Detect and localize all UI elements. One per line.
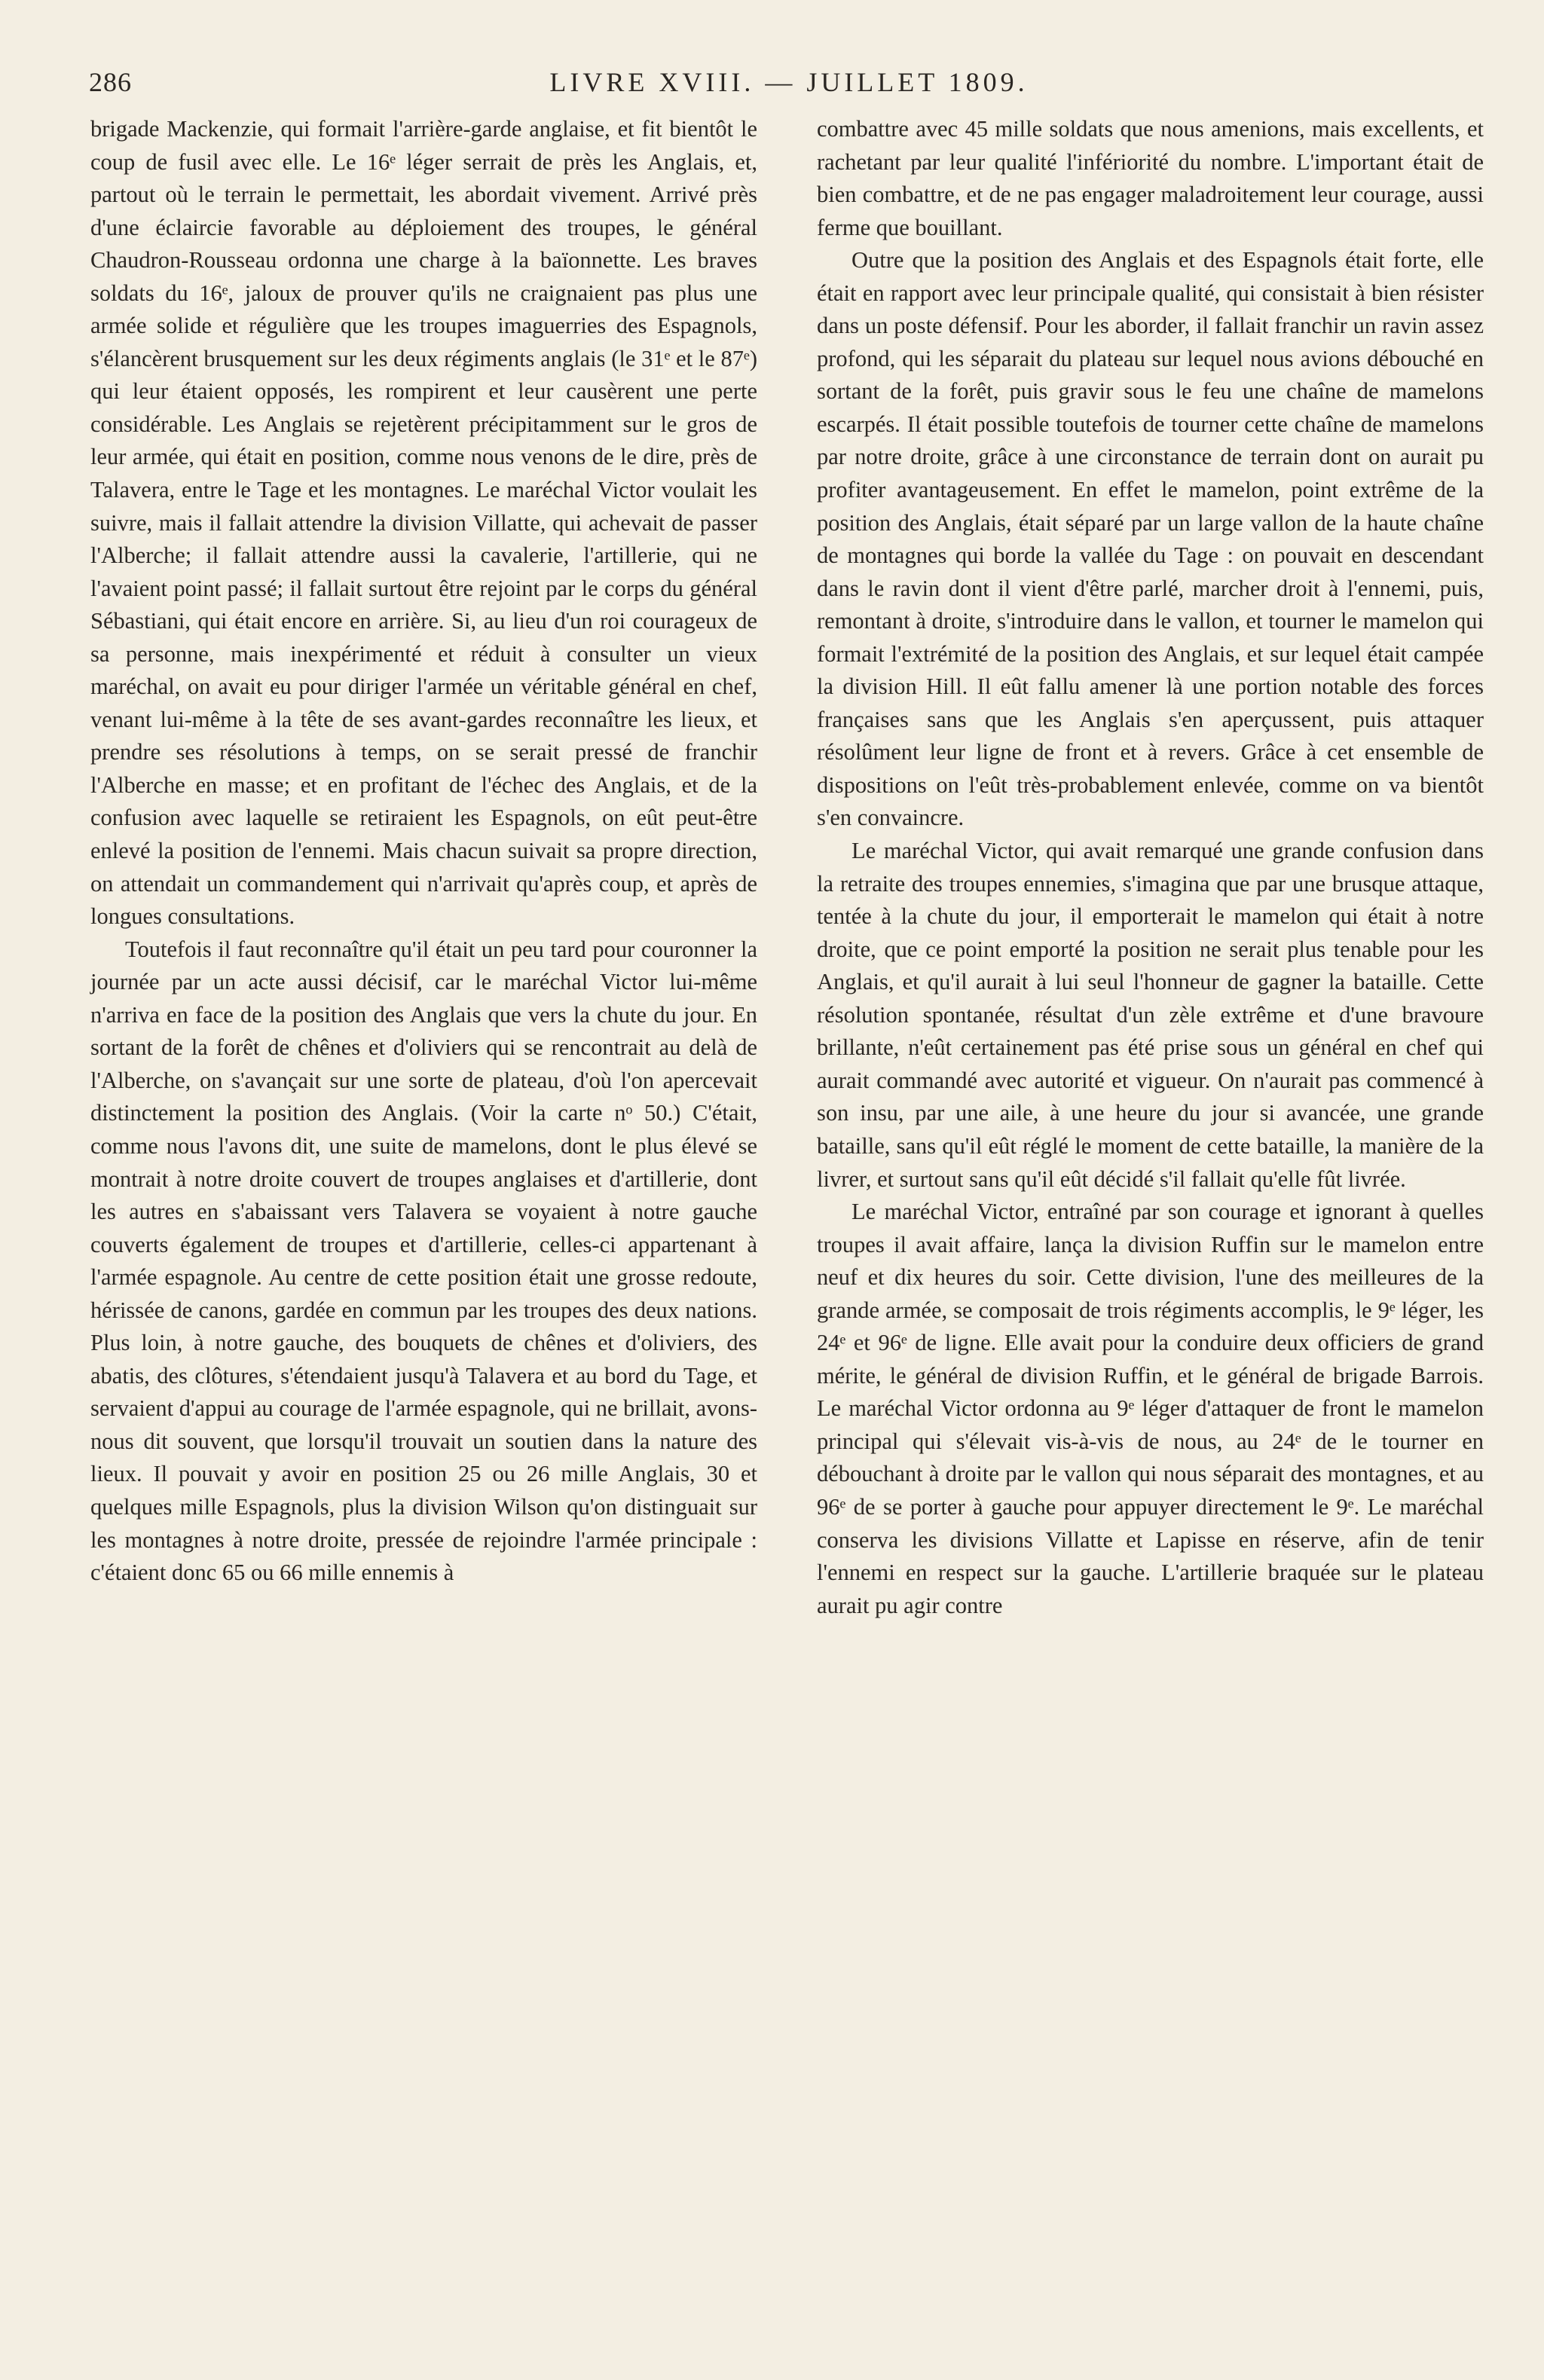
paragraph: Outre que la position des Anglais et des Espagnols était forte, elle était en rapport avec leur principale qualité, qui consistait à bien résister dans un poste défensif. Pour les aborder, il fallait franchir un ravin assez profond, qui les séparait du plateau sur lequel nous avions débouché en sortant de la forêt, puis gravir sous le feu une chaîne de mamelons escarpés. Il était possible toutefois de tourner cette chaîne de mamelons par notre droite, grâce à une circonstance de terrain dont on aurait pu profiter avantageusement. En effet le mamelon, point extrême de la position des Anglais, était séparé par un large vallon de la haute chaîne de montagnes qui borde la vallée du Tage : on pouvait en descendant dans le ravin dont il vient d'être parlé, marcher droit à l'ennemi, puis, remontant à droite, s'introduire dans le vallon, et tourner le mamelon qui formait l'extrémité de la position des Anglais, et sur lequel était campée la division Hill. Il eût fallu amener là une portion notable des forces françaises sans que les Anglais s'en aperçussent, puis attaquer résolûment leur ligne de front et à revers. Grâce à cet ensemble de dispositions on l'eût très-probablement enlevée, comme on va bientôt s'en convaincre. bbox=[817, 247, 1484, 831]
paragraph: Le maréchal Victor, qui avait remarqué une grande confusion dans la retraite des troupes ennemies, s'imagina que par une brusque attaque, tentée à la chute du jour, il emporterait le mamelon qui était à notre droite, que ce point emporté la position ne serait plus tenable pour les Anglais, et qu'il aurait à lui seul l'honneur de gagner la bataille. Cette résolution spontanée, résultat d'un zèle extrême et d'une bravoure brillante, n'eût certainement pas été prise sous un général en chef qui aurait commandé avec autorité et vigueur. On n'aurait pas commencé à son insu, par une aile, à une heure du jour si avancée, une grande bataille, sans qu'il eût réglé le moment de cette bataille, la manière de la livrer, et surtout sans qu'il eût décidé s'il fallait qu'elle fût livrée. bbox=[817, 838, 1484, 1192]
running-head: LIVRE XVIII. — JUILLET 1809. bbox=[549, 67, 1029, 97]
paragraph: Le maréchal Victor, entraîné par son courage et ignorant à quelles troupes il avait affaire, lança la division Ruffin sur le mamelon entre neuf et dix heures du soir. Cette division, l'une des meilleures de la grande armée, se composait de trois régiments accomplis, le 9ᵉ léger, les 24ᵉ et 96ᵉ de ligne. Elle avait pour la conduire deux officiers de grand mérite, le général de division Ruffin, et le général de brigade Barrois. Le maréchal Victor ordonna au 9ᵉ léger d'attaquer de front le mamelon principal qui s'élevait vis-à-vis de nous, au 24ᵉ de le tourner en débouchant à droite par le vallon qui nous séparait des montagnes, et au 96ᵉ de se porter à gauche pour appuyer directement le 9ᵉ. Le maréchal conserva les divisions Villatte et Lapisse en réserve, afin de tenir l'ennemi en respect sur la gauche. L'artillerie braquée sur le plateau aurait pu agir contre bbox=[817, 1199, 1484, 1618]
page-number: 286 bbox=[89, 67, 132, 97]
right-column bbox=[817, 113, 1484, 1622]
paragraph: Toutefois il faut reconnaître qu'il était un peu tard pour couronner la journée par un acte aussi décisif, car le maréchal Victor lui-même n'arriva en face de la position des Anglais que vers la chute du jour. En sortant de la forêt de chênes et d'oliviers qui se rencontrait au delà de l'Alberche, on s'avançait sur une sorte de plateau, d'où l'on apercevait distinctement la position des Anglais. (Voir la carte nᵒ 50.) C'était, comme nous l'avons dit, une suite de mamelons, dont le plus élevé se montrait à notre droite couvert de troupes anglaises et d'artillerie, dont les autres en s'abaissant vers Talavera se voyaient à notre gauche couverts également de troupes et d'artillerie, celles-ci appartenant à l'armée espagnole. Au centre de cette position était une grosse redoute, hérissée de canons, gardée en commun par les troupes des deux nations. Plus loin, à notre gauche, des bouquets de chênes et d'oliviers, des abatis, des clôtures, s'étendaient jusqu'à Talavera et au bord du Tage, et servaient d'appui au courage de l'armée espagnole, qui ne brillait, avons-nous dit souvent, que lorsqu'il trouvait un soutien dans la nature des lieux. Il pouvait y avoir en position 25 ou 26 mille Anglais, 30 et quelques mille Espagnols, plus la division Wilson qu'on distinguait sur les montagnes à notre droite, pressée de rejoindre l'armée principale : c'étaient donc 65 ou 66 mille ennemis à bbox=[90, 936, 757, 1586]
page-header bbox=[89, 66, 1489, 104]
left-column bbox=[90, 113, 757, 1590]
paragraph: combattre avec 45 mille soldats que nous amenions, mais excellents, et rachetant par leur qualité l'infériorité du nombre. L'important était de bien combattre, et de ne pas engager maladroitement leur courage, aussi ferme que bouillant. bbox=[817, 116, 1484, 240]
paragraph: brigade Mackenzie, qui formait l'arrière-garde anglaise, et fit bientôt le coup de fusil avec elle. Le 16ᵉ léger serrait de près les Anglais, et, partout où le terrain le permettait, les abordait vivement. Arrivé près d'une éclaircie favorable au déploiement des troupes, le général Chaudron-Rousseau ordonna une charge à la baïonnette. Les braves soldats du 16ᵉ, jaloux de prouver qu'ils ne craignaient pas plus une armée solide et régulière que les troupes imaguerries des Espagnols, s'élancèrent brusquement sur les deux régiments anglais (le 31ᵉ et le 87ᵉ) qui leur étaient opposés, les rompirent et leur causèrent une perte considérable. Les Anglais se rejetèrent précipitamment sur le gros de leur armée, qui était en position, comme nous venons de le dire, près de Talavera, entre le Tage et les montagnes. Le maréchal Victor voulait les suivre, mais il fallait attendre la division Villatte, qui achevait de passer l'Alberche; il fallait attendre aussi la cavalerie, l'artillerie, qui ne l'avaient point passé; il fallait surtout être rejoint par le corps du général Sébastiani, qui était encore en arrière. Si, au lieu d'un roi courageux de sa personne, mais inexpérimenté et réduit à consulter un vieux maréchal, on avait eu pour diriger l'armée un véritable général en chef, venant lui-même à la tête de ses avant-gardes reconnaître les lieux, et prendre ses résolutions à temps, on se serait pressé de franchir l'Alberche en masse; et en profitant de l'échec des Anglais, et de la confusion avec laquelle se retiraient les Espagnols, on eût peut-être enlevé la position de l'ennemi. Mais chacun suivait sa propre direction, on attendait un commandement qui n'arrivait qu'après coup, et après de longues consultations. bbox=[90, 116, 757, 930]
